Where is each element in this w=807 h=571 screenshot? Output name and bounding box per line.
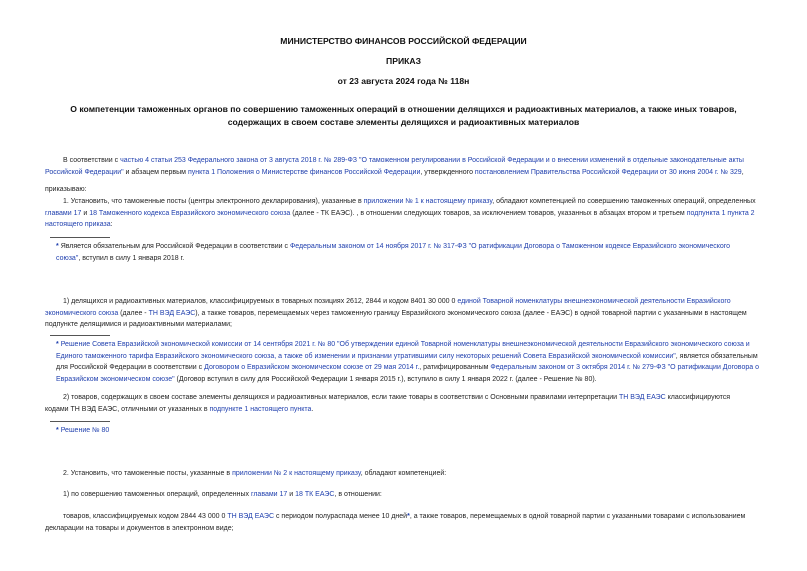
goods-paragraph (45, 511, 772, 534)
subclause-link[interactable]: подпункта 1 пункта 2 (686, 209, 755, 217)
footnote-text: Является обязательным для Российской Федерации в соответствии с (60, 243, 290, 250)
subitem-2-1-text: , в отношении: (334, 491, 382, 498)
item-2-text: , обладают компетенцией: (360, 470, 447, 477)
subitem-2-text: кодами ТН ВЭД ЕАЭС, отличными от указанных в (45, 405, 210, 413)
footnote-1 (56, 241, 772, 264)
subitem-1-ref-link[interactable]: подпункте 1 настоящего пункта (209, 405, 312, 413)
tnved-link[interactable]: ТН ВЭД ЕАЭС (618, 394, 666, 401)
document-title (70, 103, 737, 128)
resolution-329-link[interactable]: постановлением Правительства Российской Федерации от 30 июня 2004 г. № 329 (474, 168, 742, 176)
footnote-text: (Договор вступил в силу для Российской Федерации 1 января 2015 г.), вступило в силу 1 января 2022 г. (далее - Решение № 80). (174, 376, 597, 384)
decision-80-link-cont[interactable]: Единого таможенного тарифа Евразийского экономического союза, а также об изменении и признании утратившими силу некоторых решений Совета Евразийской экономической комиссии" (56, 352, 676, 360)
subitem-2-1-text: и (287, 491, 296, 498)
item-2-paragraph (63, 468, 772, 480)
subitem-1-text: подпункте делящимися и радиоактивными материалами; (45, 321, 233, 329)
customs-code-link[interactable]: 18 Таможенного кодекса Евразийского экономического союза (89, 209, 291, 217)
footnote-2 (56, 339, 772, 386)
law-279fz-link-cont[interactable]: Евразийском экономическом союзе" (56, 376, 175, 384)
subitem-1-text: ), а также товаров, перемещаемых через таможенную границу Евразийского экономического союза (далее - ЕАЭС) в одной товарной партии с указанными в настоящем (195, 309, 747, 317)
prikazyvayu-text: приказываю: (45, 186, 87, 193)
footnote-text: , вступил в силу 1 января 2018 г. (78, 254, 185, 262)
goods-text: декларации на товары и документов в электронном виде; (45, 524, 234, 532)
this-order-link[interactable]: настоящего приказа (45, 221, 111, 229)
footnote-3 (56, 425, 109, 437)
eaeu-treaty-link[interactable]: Договором о Евразийском экономическом союзе от 29 мая 2014 г. (204, 364, 420, 372)
item-1-text: , обладают компетенцией по совершению таможенных операций, определенных (492, 198, 756, 205)
footnote-text: , ратифицированным (419, 364, 491, 372)
law-279fz-link[interactable]: Федеральным законом от 3 октября 2014 г. № 279-ФЗ "О ратификации Договора о (490, 364, 759, 372)
subitem-2-paragraph (45, 392, 772, 415)
subitem-1-text: (далее - (118, 309, 149, 317)
preamble-text: и абзацем первым (123, 168, 188, 176)
chapter-18-link[interactable]: 18 ТК ЕАЭС (295, 491, 335, 498)
law-317fz-link[interactable]: Федеральным законом от 14 ноября 2017 г. № 317-ФЗ "О ратификации Договора о Таможенном кодексе Евразийского экономического (289, 243, 731, 250)
appendix-2-link[interactable]: приложении № 2 к настоящему приказу (232, 470, 361, 477)
tnved-link[interactable]: единой Товарной номенклатуры внешнеэкономической деятельности Евразийского (457, 298, 731, 305)
subitem-1-text: 1) делящихся и радиоактивных материалов, классифицируемых в товарных позициях 2612, 2844 и кодом 8401 30 000 0 (63, 298, 458, 305)
goods-text: , а также товаров, перемещаемых в одной товарной партии с указанными товарами с использованием (409, 513, 746, 520)
footnote-marker: * (56, 243, 59, 250)
footnote-text: , является обязательным (675, 352, 758, 360)
footnote-text: для Российской Федерации в соответствии с (56, 364, 205, 372)
item-1-paragraph (45, 196, 772, 231)
subitem-2-text: 2) товаров, содержащих в своем составе элементы делящихся и радиоактивных материалов, если такие товары в соответствии с Основными правилами интерпретации (63, 394, 619, 401)
regulation-link[interactable]: пункта 1 Положения о Министерстве финансов Российской Федерации (187, 168, 421, 176)
item-2-text: 2. Установить, что таможенные посты, указанные в (63, 470, 233, 477)
item-1-text: : (110, 221, 113, 229)
tnved-abbrev-link[interactable]: ТН ВЭД ЕАЭС (148, 309, 196, 317)
footnote-marker: * (56, 427, 59, 434)
footnote-divider (50, 237, 110, 238)
subitem-2-text: . (311, 405, 314, 413)
law-317fz-link-cont[interactable]: союза" (56, 254, 79, 262)
preamble-text: , (741, 168, 744, 176)
decision-80-short-link[interactable]: Решение № 80 (60, 427, 110, 434)
goods-text: с периодом полураспада менее 10 дней (274, 513, 408, 520)
item-1-text: и (81, 209, 90, 217)
goods-text: товаров, классифицируемых кодом 2844 43 000 0 (63, 513, 228, 520)
subitem-2-text: классифицируются (665, 394, 731, 401)
footnote-divider (50, 421, 110, 422)
preamble-paragraph (45, 155, 772, 178)
subitem-2-1-text: 1) по совершению таможенных операций, определенных (63, 491, 251, 498)
preamble-text: , утвержденного (420, 168, 475, 176)
tnved-link-cont[interactable]: экономического союза (45, 309, 119, 317)
chapter-17-link[interactable]: главами 17 (45, 209, 82, 217)
doc-type-heading: ПРИКАЗ (386, 56, 421, 66)
item-1-text: (далее - ТК ЕАЭС). , в отношении следующих товаров, за исключением товаров, указанных в абзацах втором и третьем (290, 209, 687, 217)
law-289fz-link[interactable]: частью 4 статьи 253 Федерального закона от 3 августа 2018 г. № 289-ФЗ "О таможенном регулировании в Российской Федерации и о внесении изменений в отдельные законодательные акты (120, 157, 744, 164)
title-line-2: содержащих в своем составе элементы делящихся и радиоактивных материалов (227, 116, 580, 127)
tnved-link[interactable]: ТН ВЭД ЕАЭС (227, 513, 275, 520)
item-1-text: 1. Установить, что таможенные посты (центры электронного декларирования), указанные в (63, 198, 364, 205)
date-number-heading: от 23 августа 2024 года № 118н (337, 76, 470, 86)
law-289fz-link-cont[interactable]: Российской Федерации" (45, 168, 124, 176)
decision-80-link[interactable]: Решение Совета Евразийской экономической комиссии от 14 сентября 2021 г. № 80 "Об утверждении единой Товарной номенклатуры внешнеэкономической деятельности Евразийского экономического союза и (60, 341, 750, 348)
appendix-1-link[interactable]: приложении № 1 к настоящему приказу (363, 198, 493, 205)
chapter-17-link[interactable]: главами 17 (250, 491, 288, 498)
title-line-1: О компетенции таможенных органов по совершению таможенных операций в отношении делящихся и радиоактивных материалов, а также иных товаров, (70, 104, 737, 114)
footnote-divider (50, 335, 110, 336)
subitem-1-paragraph (45, 296, 772, 331)
footnote-marker[interactable]: * (407, 513, 410, 520)
ministry-heading: МИНИСТЕРСТВО ФИНАНСОВ РОССИЙСКОЙ ФЕДЕРАЦИИ (280, 36, 527, 46)
subitem-2-1-paragraph (63, 489, 772, 501)
preamble-text: В соответствии с (63, 157, 121, 164)
footnote-marker: * (56, 341, 59, 348)
